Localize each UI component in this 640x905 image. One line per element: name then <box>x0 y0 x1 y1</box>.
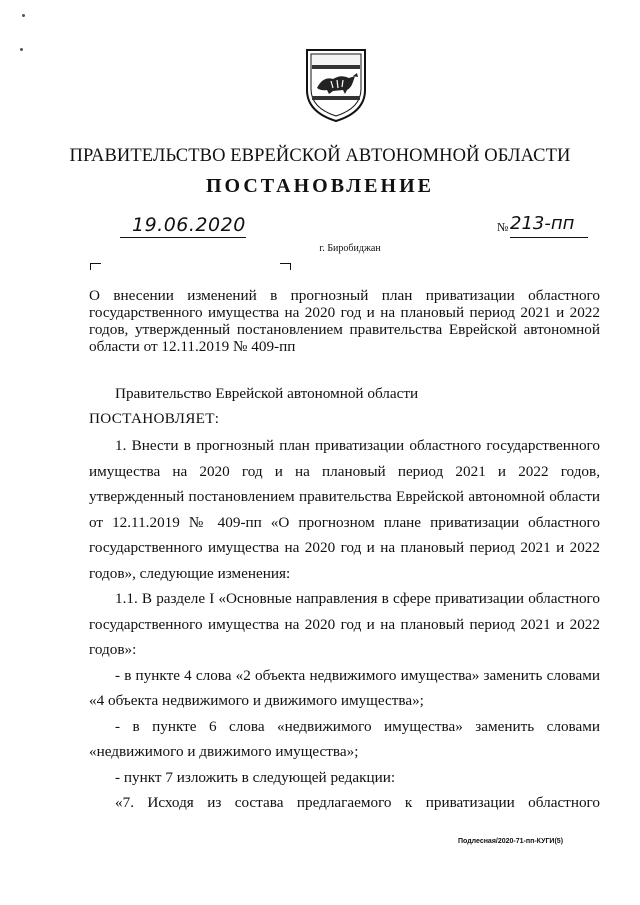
number-underline <box>510 237 588 238</box>
document-date: 19.06.2020 <box>132 214 246 236</box>
city-name: г. Биробиджан <box>319 243 381 254</box>
document-type: ПОСТАНОВЛЕНИЕ <box>206 175 434 197</box>
resolves-heading: ПОСТАНОВЛЯЕТ: <box>89 410 220 427</box>
paragraph-item-6: - в пункте 6 слова «недвижимого имущества» заменить словами «недвижимого и движимого имущества»; <box>89 717 600 760</box>
paragraph-1-1: 1.1. В разделе I «Основные направления в сфере приватизации областного государственного имущества на 2020 год и на плановый период 2021 и 2022 годов»: <box>89 590 600 658</box>
scan-mark <box>20 48 23 51</box>
document-subject: О внесении изменений в прогнозный план приватизации областного государственного имущества на 2020 год и на плановый период 2021 и 2022 годов, утвержденный постановлением правительства Еврейской автономной области от 12.11.2019 № 409-пп <box>89 287 600 355</box>
subject-bracket-left <box>90 263 101 270</box>
paragraph-1: 1. Внести в прогнозный план приватизации областного государственного имущества на 2020 год и на плановый период 2021 и 2022 годов, утвержденный постановлением правительства Еврейской автономной области от 12.11.2019 № 409-пп «О прогнозном плане приватизации областного государственного имущества на 2020 год и на плановый период 2021 и 2022 годов», следующие изменения: <box>89 437 600 582</box>
number-prefix: № <box>497 220 509 234</box>
document-number: 213-пп <box>510 213 575 234</box>
paragraph-item-7: - пункт 7 изложить в следующей редакции: <box>115 768 396 786</box>
issuing-body-line: Правительство Еврейской автономной области <box>115 385 419 402</box>
body-paragraphs <box>89 433 600 816</box>
scan-mark <box>22 14 25 17</box>
footer-reference: Подлесная/2020-71-пп-КУГИ(5) <box>458 838 564 845</box>
subject-bracket-right <box>280 263 291 270</box>
paragraph-item-4: - в пункте 4 слова «2 объекта недвижимого имущества» заменить словами «4 объекта недвижимого и движимого имущества»; <box>89 666 600 709</box>
coat-of-arms-emblem <box>303 46 369 124</box>
government-title: ПРАВИТЕЛЬСТВО ЕВРЕЙСКОЙ АВТОНОМНОЙ ОБЛАСТИ <box>69 146 571 166</box>
date-underline <box>120 237 246 238</box>
paragraph-quote-7: «7. Исходя из состава предлагаемого к приватизации областного <box>115 794 600 811</box>
